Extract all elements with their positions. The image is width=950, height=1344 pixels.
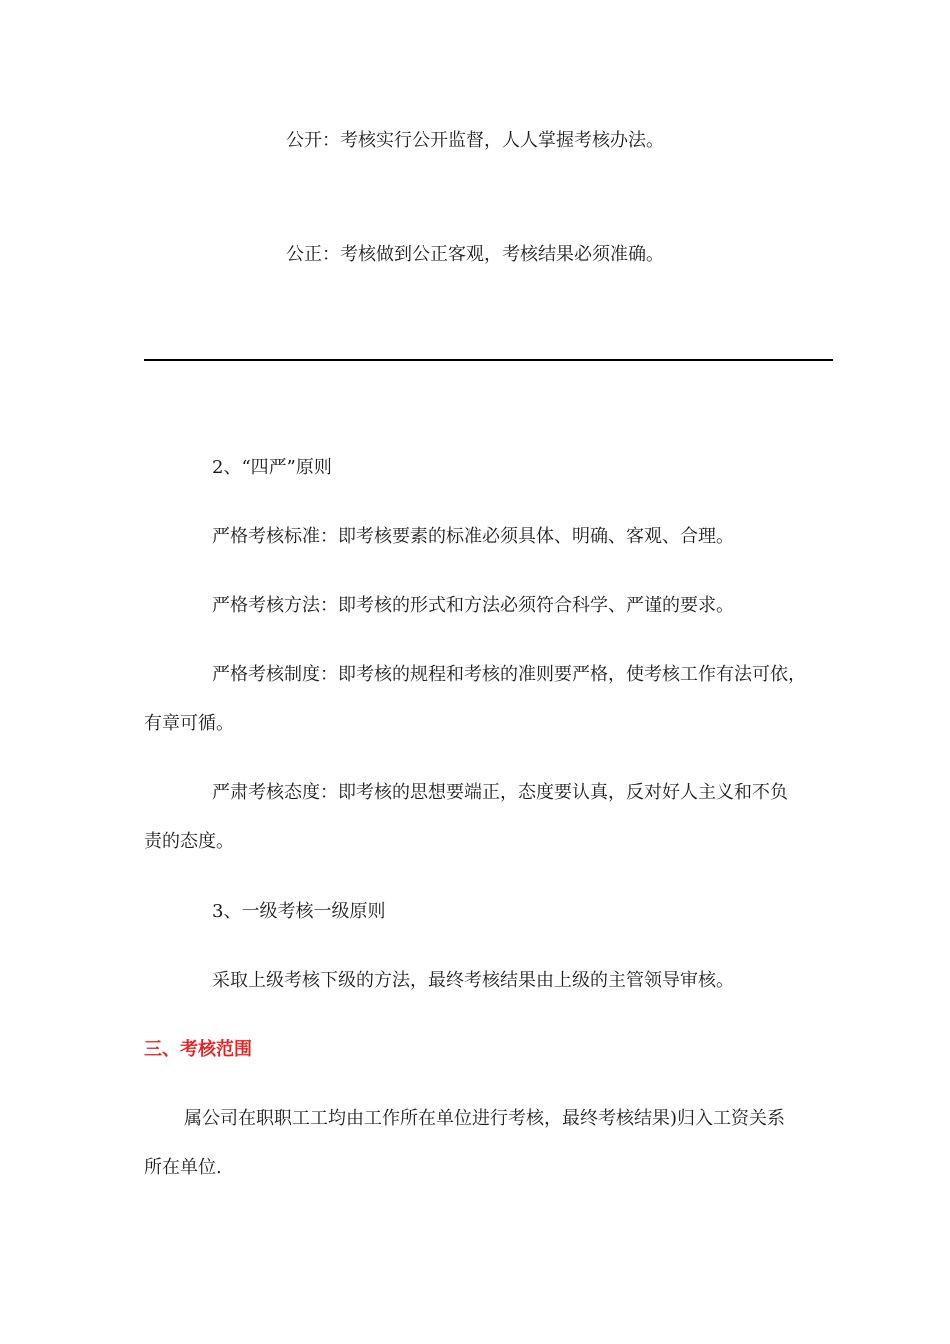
- strict-attitude-line1: 严肃考核态度：即考核的思想要端正，态度要认真，反对好人主义和不负: [212, 782, 788, 803]
- strict-system-line2: 有章可循。: [144, 713, 234, 734]
- principle-open: 公开：考核实行公开监督，人人掌握考核办法。: [286, 130, 664, 151]
- horizontal-divider: [144, 359, 833, 361]
- level-principle-text: 采取上级考核下级的方法，最终考核结果由上级的主管领导审核。: [212, 970, 734, 991]
- scope-heading: 三、考核范围: [144, 1039, 252, 1060]
- level-principle-title: 3、一级考核一级原则: [212, 901, 386, 922]
- four-strict-title: 2、“四严”原则: [212, 457, 332, 478]
- scope-text-line1: 属公司在职职工工均由工作所在单位进行考核，最终考核结果)归入工资关系: [184, 1108, 786, 1129]
- principle-fair: 公正：考核做到公正客观，考核结果必须准确。: [286, 244, 664, 265]
- scope-text-line2: 所在单位.: [144, 1157, 222, 1178]
- strict-method: 严格考核方法：即考核的形式和方法必须符合科学、严谨的要求。: [212, 595, 734, 616]
- strict-system-line1: 严格考核制度：即考核的规程和考核的准则要严格，使考核工作有法可依，: [212, 664, 806, 685]
- strict-attitude-line2: 责的态度。: [144, 831, 234, 852]
- strict-standard: 严格考核标准：即考核要素的标准必须具体、明确、客观、合理。: [212, 526, 734, 547]
